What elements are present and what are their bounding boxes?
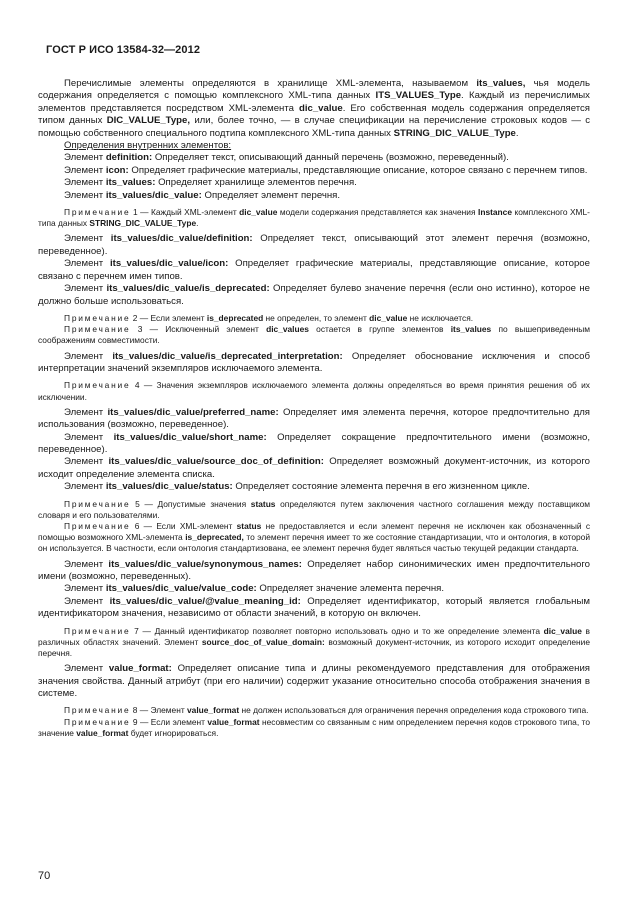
- text-run: Элемент: [64, 189, 106, 201]
- note-label: Примечание: [64, 625, 131, 636]
- text-run: Определяет имя элемента перечня, которое предпочтительно для использования (возможно, переведенное).: [38, 406, 590, 431]
- text-run: 4 — Значения экземпляров исключаемого элемента должны определяться во время принятия решения об их исключении.: [38, 380, 590, 402]
- term: source_doc_of_value_domain:: [201, 636, 325, 647]
- text-run: будет игнорироваться.: [128, 727, 219, 738]
- body-paragraph: [38, 351, 590, 376]
- term: its_values,: [476, 78, 526, 89]
- text-run: . Каждый из перечислимых элементов представляется посредством XML-элемента: [38, 90, 590, 114]
- text-run: 3 — Исключенный элемент: [130, 324, 267, 335]
- body-paragraph: [38, 481, 590, 493]
- note-paragraph: [38, 717, 590, 739]
- note-label: Примечание: [64, 312, 131, 323]
- note-paragraph: [38, 313, 590, 324]
- term: its_values/dic_value:: [105, 189, 202, 201]
- body-paragraph: [38, 258, 590, 283]
- text-run: Элемент: [64, 283, 107, 295]
- text-run: не должен использоваться для ограничения перечня определения кода строкового типа.: [239, 705, 589, 716]
- term: its_values: [450, 324, 492, 335]
- body-paragraph: [38, 663, 590, 700]
- term: its_values/dic_value/icon:: [109, 258, 229, 270]
- text-run: Определяет хранилище элементов перечня.: [155, 177, 357, 189]
- text-run: Определяет текст, описывающий данный перечень (возможно, переведенный).: [152, 152, 509, 164]
- text-run: не определен, то элемент: [263, 312, 370, 323]
- text-run: Элемент: [64, 595, 110, 607]
- text-run: Определения внутренних элементов:: [64, 140, 232, 152]
- text-run: 6 — Если XML-элемент: [130, 520, 237, 531]
- term: status: [250, 498, 276, 509]
- text-run: Элемент: [64, 431, 114, 443]
- text-run: Определяет состояние элемента перечня в его жизненном цикле.: [232, 481, 530, 493]
- term: its_values/dic_value/synonymous_names:: [108, 558, 302, 570]
- body-paragraph: [38, 152, 590, 164]
- body-paragraph: [38, 190, 590, 202]
- term: STRING_DIC_VALUE_Type: [89, 218, 197, 229]
- term: its_values/dic_value/value_code:: [105, 583, 257, 595]
- term: its_values/dic_value/definition:: [110, 233, 253, 245]
- body-paragraph: [38, 583, 590, 595]
- text-run: Элемент: [64, 481, 106, 493]
- text-run: по вышеприведенным соображениям совместимости.: [38, 324, 590, 346]
- body-paragraph: [38, 140, 590, 152]
- text-run: Определяет сокращение предпочтительного имени (возможно, переведенное).: [38, 431, 590, 455]
- text-run: в различных областях значений. Элемент: [38, 625, 590, 647]
- term: its_values:: [105, 177, 156, 189]
- term: definition:: [105, 152, 153, 164]
- note-label: Примечание: [64, 498, 131, 509]
- body-paragraph: [38, 177, 590, 189]
- text-run: остается в группе элементов: [308, 324, 451, 335]
- text-run: определяются путем заключения частного соглашения между поставщиком словаря и его пользователями.: [38, 498, 591, 520]
- text-run: Элемент: [64, 164, 106, 176]
- text-run: Элемент: [64, 177, 106, 189]
- term: Instance: [478, 207, 512, 218]
- term: value_format: [187, 705, 240, 716]
- text-run: 7 — Данный идентификатор позволяет повторно использовать одно и то же определение элемента: [130, 625, 544, 636]
- text-run: Определяет набор синонимических имен предпочтительного имени (возможно, переведенных).: [38, 558, 590, 582]
- term: its_values/dic_value/source_doc_of_definition:: [108, 456, 324, 468]
- term: dic_value: [543, 625, 582, 636]
- body-paragraph: [38, 596, 590, 621]
- text-run: .: [515, 127, 519, 139]
- term: its_values/dic_value/is_deprecated:: [106, 283, 270, 295]
- text-run: Элемент: [64, 350, 113, 362]
- text-run: модели содержания представляется как значения: [277, 207, 478, 218]
- note-label: Примечание: [64, 207, 131, 218]
- text-run: Элемент: [64, 558, 109, 570]
- term: value_format: [207, 716, 260, 727]
- term: its_values/dic_value/preferred_name:: [107, 406, 279, 418]
- term: its_values/dic_value/@value_meaning_id:: [109, 595, 301, 607]
- note-label: Примечание: [64, 520, 131, 531]
- text-run: Определяет текст, описывающий этот элемент перечня (возможно, переведенное).: [38, 233, 590, 257]
- text-run: или, более точно, — в случае спецификации на перечисление строковых кодов — с помощью собственного специального подтипа комплексного XML-типа данных: [38, 115, 590, 139]
- body-paragraph: [38, 283, 590, 308]
- text-run: Элемент: [64, 406, 108, 418]
- text-run: комплексного XML-типа данных: [38, 207, 590, 229]
- text-run: 5 — Допустимые значения: [130, 498, 251, 509]
- note-paragraph: [38, 626, 590, 660]
- text-run: чья модель содержания определяется с помощью комплексного XML-типа данных: [38, 78, 590, 102]
- text-run: Элемент: [64, 663, 109, 675]
- term: dic_value: [369, 312, 408, 323]
- body-paragraph: [38, 165, 590, 177]
- note-label: Примечание: [64, 716, 131, 727]
- note-label: Примечание: [64, 324, 131, 335]
- page-header: ГОСТ Р ИСО 13584-32—2012: [46, 44, 201, 56]
- term: icon:: [105, 164, 129, 176]
- body-paragraph: [38, 78, 590, 140]
- body-paragraph: [38, 233, 590, 258]
- text-run: 1 — Каждый XML-элемент: [130, 207, 240, 218]
- term: status: [236, 520, 262, 531]
- term: STRING_DIC_VALUE_Type: [393, 127, 516, 139]
- note-paragraph: [38, 380, 590, 402]
- body-paragraph: [38, 559, 590, 584]
- document-body: [38, 78, 590, 739]
- note-paragraph: [38, 207, 590, 229]
- term: is_deprecated: [206, 312, 264, 323]
- note-paragraph: [38, 499, 590, 521]
- term: its_values/dic_value/status:: [105, 481, 233, 493]
- note-paragraph: [38, 324, 590, 346]
- term: dic_values: [266, 324, 309, 335]
- term: is_deprecated,: [185, 532, 244, 543]
- text-run: Определяет значение элемента перечня.: [256, 583, 444, 595]
- text-run: .: [196, 218, 199, 229]
- text-run: несовместим со связанным с ним определением перечня кодов строкового типа, то значение: [38, 716, 590, 738]
- text-run: Элемент: [64, 152, 106, 164]
- note-label: Примечание: [64, 380, 131, 391]
- text-run: 2 — Если элемент: [130, 312, 207, 323]
- text-run: не предоставляется и если элемент перечня не исключен как обозначенный с помощью возможного XML-элемента: [38, 520, 591, 543]
- text-run: Определяет описание типа и длины рекомендуемого представления для отображения значения свойства. Данный атрибут (при его наличии) содержит указание относительно способа отображения значения в системе.: [38, 663, 590, 700]
- text-run: Определяет графические материалы, представляющие описание, которое связано с перечнем имен типов.: [38, 258, 590, 282]
- text-run: Элемент: [64, 233, 111, 245]
- text-run: не исключается.: [407, 312, 474, 323]
- text-run: Определяет возможный документ-источник, из которого исходит определение элемента списка.: [38, 456, 590, 480]
- page-number: 70: [38, 870, 51, 882]
- body-paragraph: [38, 456, 590, 481]
- text-run: то элемент перечня имеет то же состояние стандартизации, что и онтология, в которой он используется. В частности, если онтология стандартизована, ее элемент перечня будет являться частью текущей редакции стандарта.: [38, 532, 590, 554]
- term: its_values/dic_value/short_name:: [113, 431, 267, 443]
- note-paragraph: [38, 705, 590, 716]
- term: its_values/dic_value/is_deprecated_interpretation:: [112, 350, 343, 362]
- text-run: возможный документ-источник, из которого исходит определение перечня.: [38, 636, 590, 659]
- text-run: Определяет идентификатор, который является глобальным идентификатором значения, независимо от области значений, в которую он включен.: [38, 595, 590, 620]
- body-paragraph: [38, 432, 590, 457]
- text-run: Элемент: [64, 583, 106, 595]
- note-paragraph: [38, 521, 590, 555]
- text-run: Определяет элемент перечня.: [201, 189, 341, 201]
- term: dic_value: [239, 207, 278, 218]
- text-run: 8 — Элемент: [130, 705, 187, 716]
- term: value_format: [76, 727, 129, 738]
- text-run: Перечислимые элементы определяются в хранилище XML-элемента, называемом: [64, 78, 477, 89]
- note-label: Примечание: [64, 705, 131, 716]
- body-paragraph: [38, 407, 590, 432]
- text-run: Определяет булево значение перечня (если оно истинно), которое не должно больше использоваться.: [38, 283, 590, 307]
- text-run: Элемент: [64, 456, 109, 468]
- term: ITS_VALUES_Type: [375, 90, 462, 102]
- text-run: Определяет обоснование исключения и способ интерпретации значений экземпляров исключаемого элемента.: [38, 350, 590, 374]
- text-run: Определяет графические материалы, представляющие описание, которое связано с перечнем типов.: [128, 164, 588, 176]
- term: dic_value: [298, 102, 343, 114]
- term: DIC_VALUE_Type,: [106, 115, 191, 127]
- text-run: . Его собственная модель содержания определяется типом данных: [38, 102, 590, 127]
- text-run: 9 — Если элемент: [130, 716, 208, 727]
- term: value_format:: [108, 663, 172, 675]
- text-run: Элемент: [64, 258, 110, 270]
